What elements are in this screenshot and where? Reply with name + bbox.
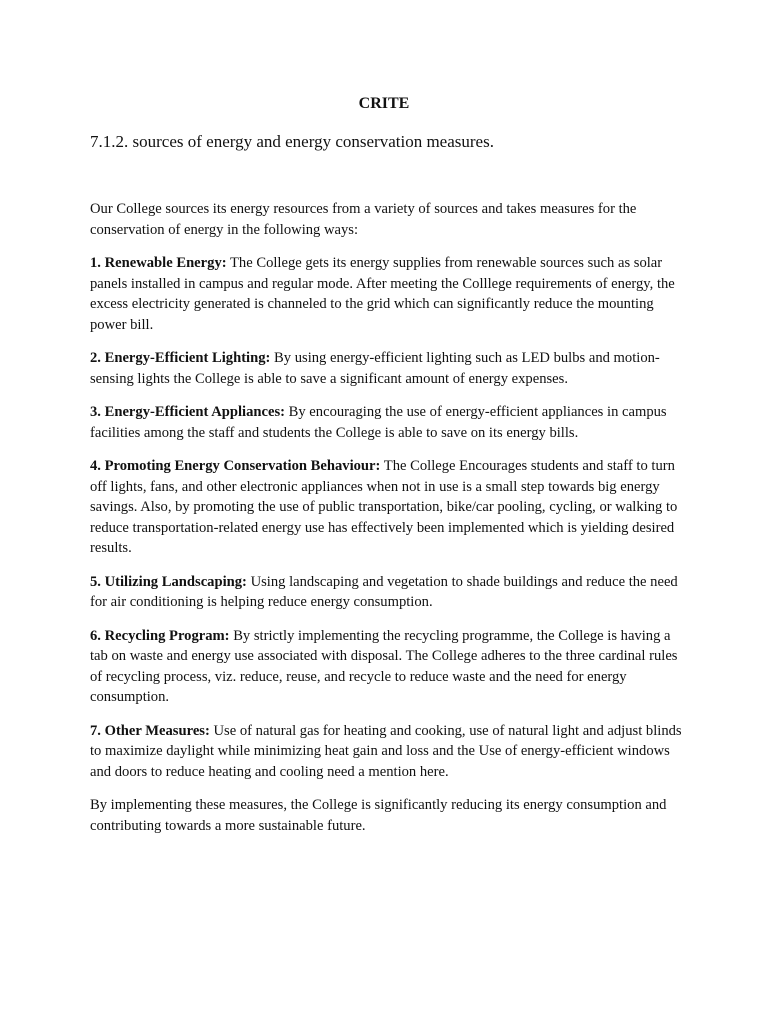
section-heading: 7.1.2. sources of energy and energy conservation measures.	[90, 132, 494, 151]
measure-item-conservation-behaviour	[90, 456, 682, 559]
measure-item-recycling	[90, 626, 682, 708]
document-title: CRITE	[358, 95, 410, 112]
measure-label: 1. Renewable Energy:	[90, 255, 227, 271]
measure-text: The College gets its energy supplies from renewable sources such as solar panels installed in campus and regular mode. After meeting the Colllege requirements of energy, the excess electricity generated is channeled to the grid which can significantly reduce the mounting power bill.	[90, 255, 675, 333]
measure-text: By using energy-efficient lighting such as LED bulbs and motion-sensing lights the College is able to save a significant amount of energy expenses.	[90, 350, 660, 387]
measure-text: Use of natural gas for heating and cooking, use of natural light and adjust blinds to maximize daylight while minimizing heat gain and loss and the Use of energy-efficient windows and doors to reduce heating and cooling need a mention here.	[90, 722, 682, 780]
measure-item-landscaping	[90, 572, 682, 613]
measure-item-renewable-energy	[90, 253, 682, 335]
measure-text: The College Encourages students and staff to turn off lights, fans, and other electronic appliances when not in use is a small step towards big energy savings. Also, by promoting the use of public transportation, bike/car pooling, cycling, or walking to reduce transportation-related energy use has effectively been implemented which is yielding desired results.	[90, 458, 678, 556]
measure-item-efficient-appliances	[90, 402, 682, 443]
measure-text: By strictly implementing the recycling programme, the College is having a tab on waste and energy use associated with disposal. The College adheres to the three cardinal rules of recycling process, viz. reduce, reuse, and recycle to reduce waste and the need for energy consumption.	[90, 627, 678, 705]
measure-item-efficient-lighting	[90, 348, 682, 389]
measure-label: 2. Energy-Efficient Lighting:	[90, 350, 271, 366]
measure-label: 5. Utilizing Landscaping:	[90, 573, 247, 590]
conclusion-paragraph: By implementing these measures, the College is significantly reducing its energy consumption and contributing towards a more sustainable future.	[90, 797, 667, 834]
intro-paragraph: Our College sources its energy resources from a variety of sources and takes measures for the conservation of energy in the following ways:	[90, 201, 637, 238]
document-body	[90, 199, 682, 849]
measure-item-other-measures	[90, 721, 682, 783]
measure-label: 3. Energy-Efficient Appliances:	[90, 404, 285, 420]
measure-text: By encouraging the use of energy-efficient appliances in campus facilities among the staff and students the College is able to save on its energy bills.	[90, 404, 667, 441]
measure-label: 6. Recycling Program:	[90, 627, 230, 644]
measure-text: Using landscaping and vegetation to shade buildings and reduce the need for air conditioning is helping reduce energy consumption.	[90, 573, 678, 610]
measure-label: 4. Promoting Energy Conservation Behaviour:	[90, 458, 381, 474]
measure-label: 7. Other Measures:	[90, 722, 210, 739]
